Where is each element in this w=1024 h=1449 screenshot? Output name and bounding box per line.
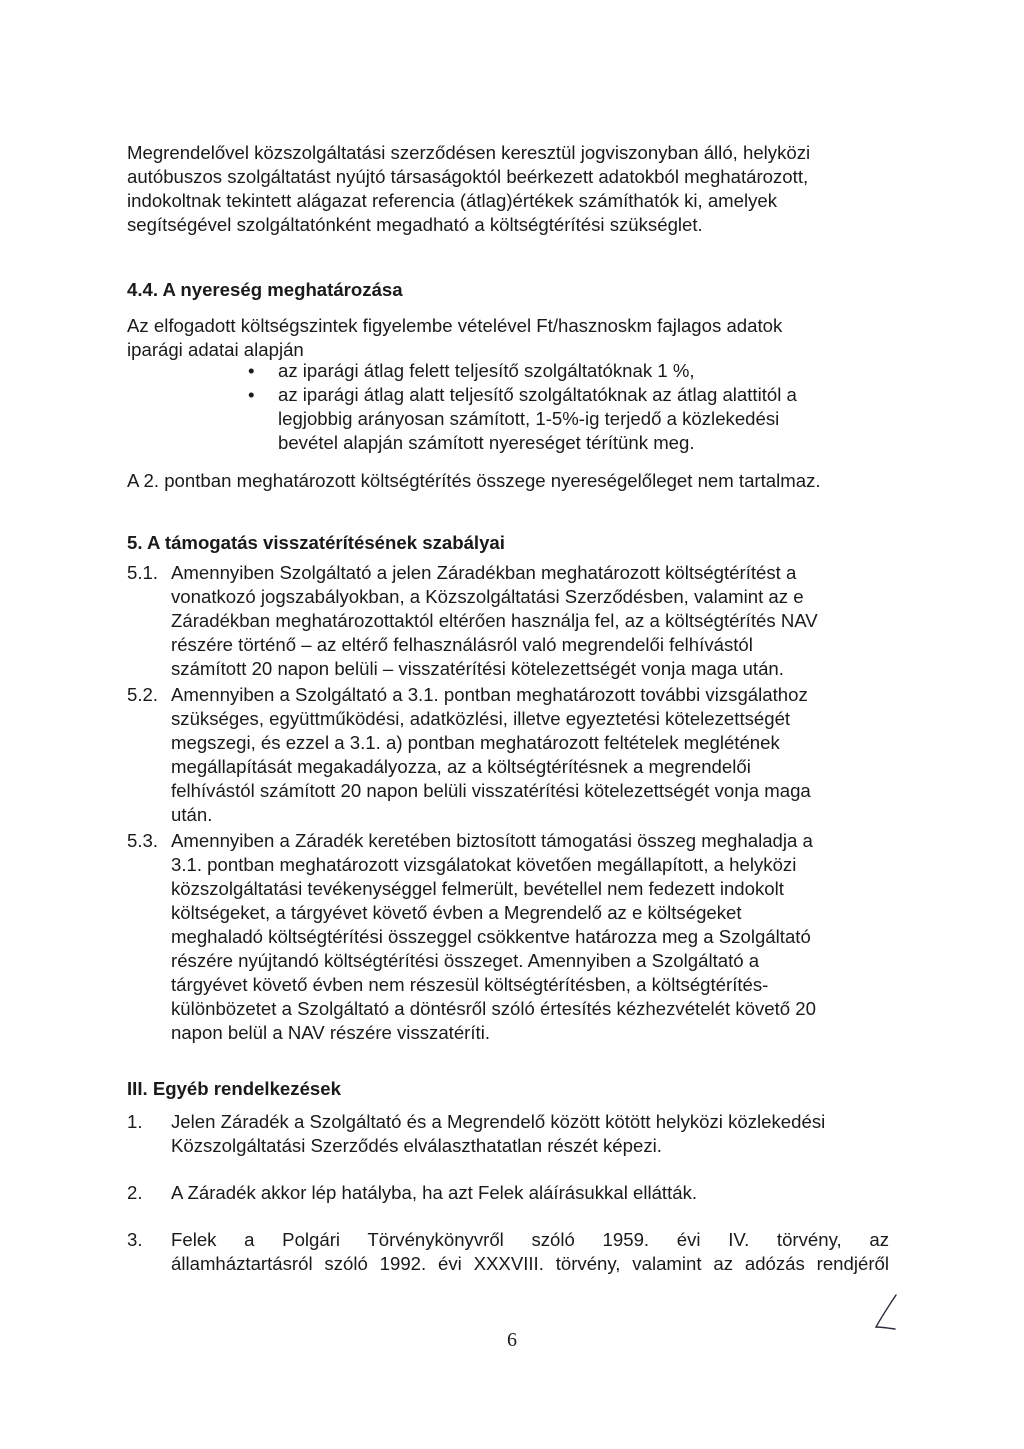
item-line: Felek a Polgári Törvénykönyvről szóló 1959. évi IV. törvény, az: [171, 1229, 889, 1250]
page-number: 6: [507, 1329, 517, 1351]
bullet-icon: •: [248, 384, 255, 405]
item-line: vonatkozó jogszabályokban, a Közszolgáltatási Szerződésben, valamint az e: [171, 586, 804, 607]
section-5-item-5-1: [127, 561, 889, 681]
intro-line: segítségével szolgáltatónként megadható a költségtérítési szükséglet.: [127, 214, 703, 235]
section-III-item-2: [127, 1181, 889, 1205]
handwritten-initial-mark-icon: [872, 1292, 902, 1332]
section-III-item-1: [127, 1110, 889, 1158]
section-4-4-intro-line: Az elfogadott költségszintek figyelembe vételével Ft/hasznoskm fajlagos adatok: [127, 315, 783, 336]
item-line: államháztartásról szóló 1992. évi XXXVIII. törvény, valamint az adózás rendjéről: [171, 1253, 889, 1274]
item-line: számított 20 napon belüli – visszatérítési kötelezettségét vonja maga után.: [171, 658, 784, 679]
bullet-line: legjobbig arányosan számított, 1-5%-ig terjedő a közlekedési: [278, 408, 780, 429]
item-line: Záradékban meghatározottaktól eltérően használja fel, az a költségtérítés NAV: [171, 610, 818, 631]
item-line: napon belül a NAV részére visszatéríti.: [171, 1022, 490, 1043]
item-line: költségeket, a tárgyévet követő évben a Megrendelő az e költségeket: [171, 902, 742, 923]
item-line: Közszolgáltatási Szerződés elválaszthatatlan részét képezi.: [171, 1135, 662, 1156]
section-4-4-bullet-list: [248, 359, 848, 457]
item-number: 2.: [127, 1182, 143, 1203]
bullet-line: bevétel alapján számított nyereséget térítünk meg.: [278, 432, 695, 453]
section-III-heading: III. Egyéb rendelkezések: [127, 1078, 341, 1099]
item-line: után.: [171, 804, 213, 825]
intro-line: autóbuszos szolgáltatást nyújtó társaságoktól beérkezett adatokból meghatározott,: [127, 166, 809, 187]
item-line: A Záradék akkor lép hatályba, ha azt Felek aláírásukkal ellátták.: [171, 1182, 698, 1203]
intro-paragraph: [127, 141, 889, 237]
section-III-item-3: [127, 1228, 889, 1276]
intro-line: indokoltnak tekintett alágazat referencia (átlag)értékek számíthatók ki, amelyek: [127, 190, 778, 211]
item-line: megállapítását megakadályozza, az a költségtérítésnek a megrendelői: [171, 756, 751, 777]
item-line: 3.1. pontban meghatározott vizsgálatokat követően megállapított, a helyközi: [171, 854, 797, 875]
section-5-heading: 5. A támogatás visszatérítésének szabályai: [127, 532, 505, 553]
item-line: Amennyiben a Szolgáltató a 3.1. pontban meghatározott további vizsgálathoz: [171, 684, 808, 705]
item-number: 5.1.: [127, 562, 159, 583]
item-line: Amennyiben a Záradék keretében biztosított támogatási összeg meghaladja a: [171, 830, 813, 851]
item-line: részére nyújtandó költségtérítési összeget. Amennyiben a Szolgáltató a: [171, 950, 760, 971]
item-line: különbözetet a Szolgáltató a döntésről szóló értesítés kézhezvételét követő 20: [171, 998, 816, 1019]
item-number: 3.: [127, 1229, 143, 1250]
item-line: közszolgáltatási tevékenységgel felmerült, bevétellel nem fedezett indokolt: [171, 878, 784, 899]
list-item: [248, 383, 848, 455]
bullet-icon: •: [248, 360, 255, 381]
section-5-item-5-2: [127, 683, 889, 827]
intro-line: Megrendelővel közszolgáltatási szerződésen keresztül jogviszonyban álló, helyközi: [127, 142, 811, 163]
bullet-line: az iparági átlag felett teljesítő szolgáltatóknak 1 %,: [278, 360, 695, 381]
item-line: Jelen Záradék a Szolgáltató és a Megrendelő között kötött helyközi közlekedési: [171, 1111, 826, 1132]
section-4-4-intro-line: iparági adatai alapján: [127, 339, 304, 360]
section-4-4-intro: [127, 314, 889, 362]
item-number: 5.3.: [127, 830, 159, 851]
item-number: 5.2.: [127, 684, 159, 705]
section-5-item-5-3: [127, 829, 889, 1045]
item-number: 1.: [127, 1111, 143, 1132]
item-line: szükséges, együttműködési, adatközlési, illetve egyeztetési kötelezettségét: [171, 708, 791, 729]
item-line: meghaladó költségtérítési összeggel csökkentve határozza meg a Szolgáltató: [171, 926, 811, 947]
item-line: részére történő – az eltérő felhasználásról való megrendelői felhívástól: [171, 634, 753, 655]
bullet-line: az iparági átlag alatt teljesítő szolgáltatóknak az átlag alattitól a: [278, 384, 797, 405]
section-4-4-heading: 4.4. A nyereség meghatározása: [127, 279, 403, 300]
item-line: Amennyiben Szolgáltató a jelen Záradékban meghatározott költségtérítést a: [171, 562, 797, 583]
item-line: tárgyévet követő évben nem részesül költségtérítésben, a költségtérítés-: [171, 974, 769, 995]
item-line: megszegi, és ezzel a 3.1. a) pontban meghatározott feltételek meglétének: [171, 732, 780, 753]
list-item: [248, 359, 848, 383]
item-line: felhívástól számított 20 napon belüli visszatérítési kötelezettségét vonja maga: [171, 780, 811, 801]
section-4-4-closing: A 2. pontban meghatározott költségtérítés összege nyereségelőleget nem tartalmaz.: [127, 470, 821, 491]
